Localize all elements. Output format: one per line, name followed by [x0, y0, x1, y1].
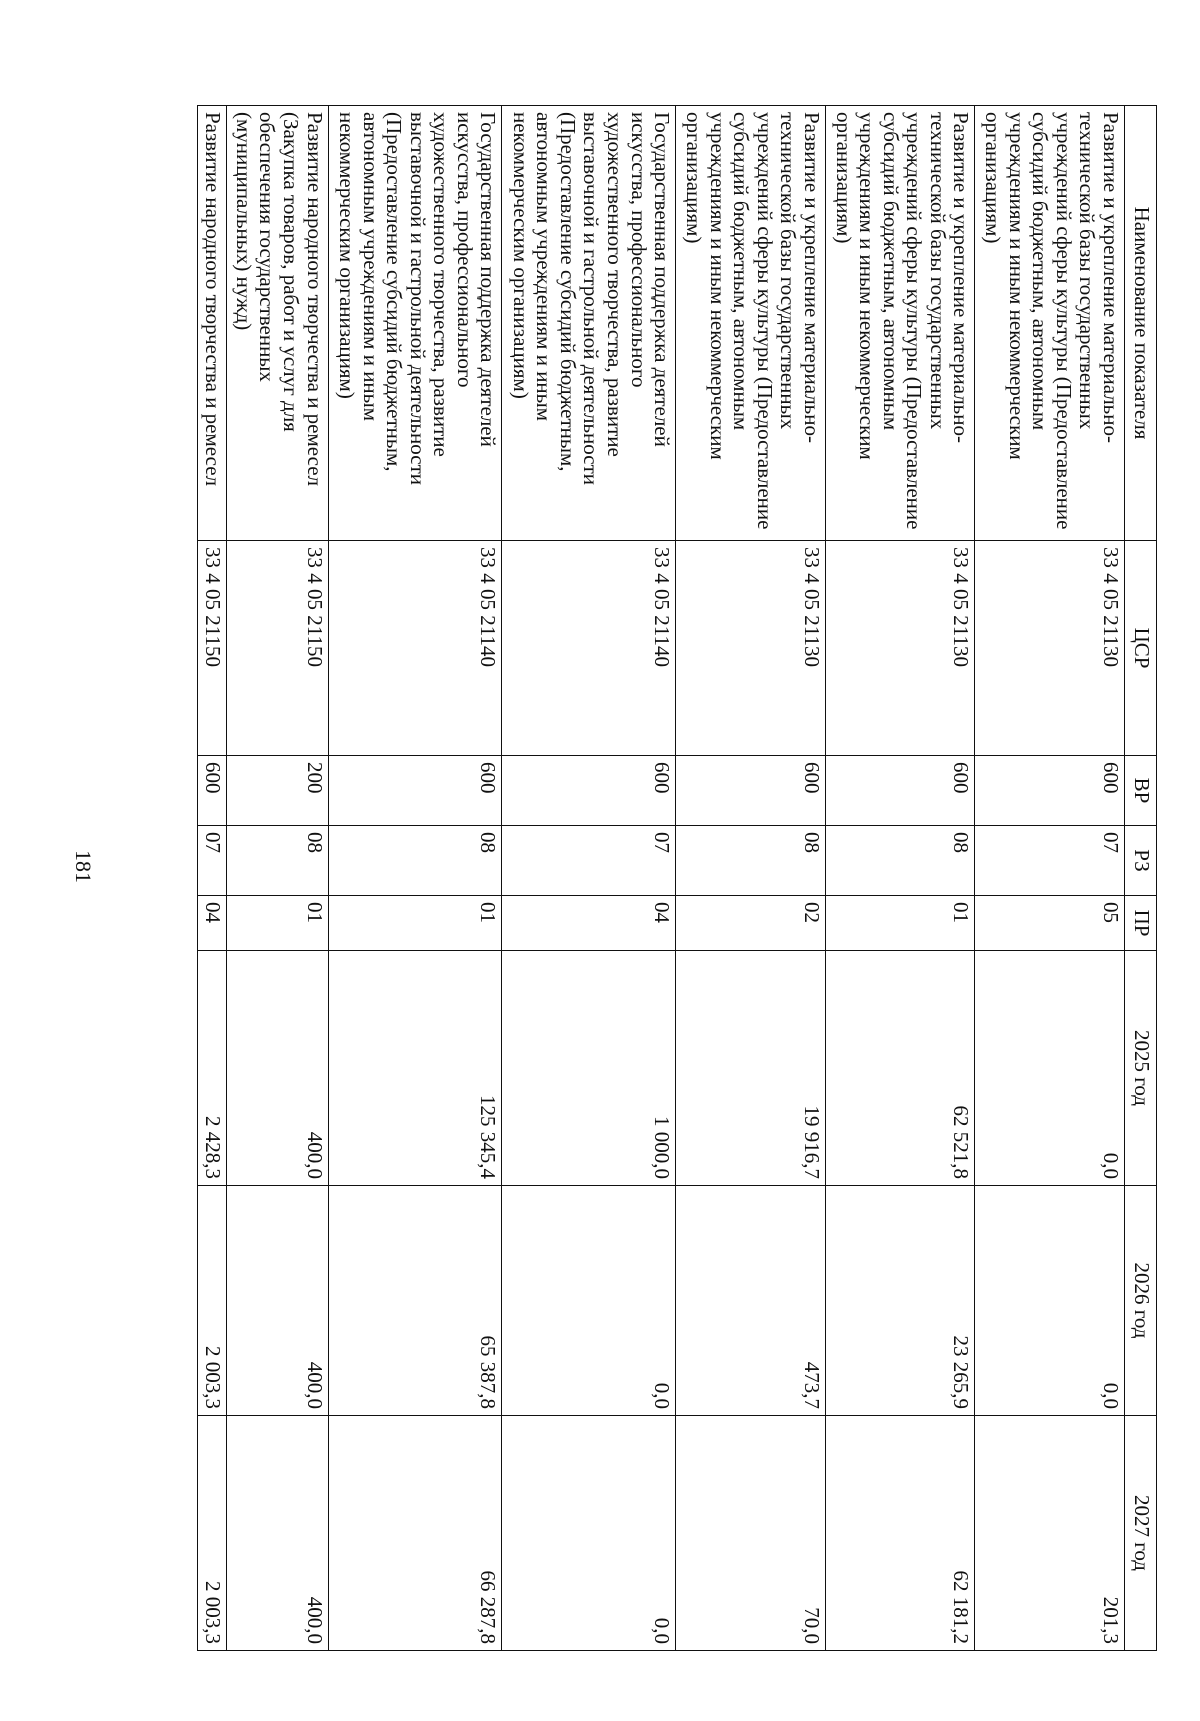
- cell-2025: 400,0: [227, 951, 329, 1186]
- cell-vr: 200: [227, 756, 329, 826]
- cell-rz: 08: [227, 826, 329, 896]
- cell-csr: 33 4 05 21130: [975, 541, 1125, 756]
- header-pr: ПР: [1125, 896, 1157, 951]
- table-row: [328, 106, 502, 1651]
- cell-2025: 0,0: [975, 951, 1125, 1186]
- cell-name: Развитие народного творчества и ремесел: [198, 106, 227, 541]
- table-row: [825, 106, 975, 1651]
- cell-vr: 600: [975, 756, 1125, 826]
- page-number: 181: [71, 850, 96, 883]
- cell-2026: 473,7: [676, 1186, 826, 1416]
- cell-2026: 23 265,9: [825, 1186, 975, 1416]
- cell-2025: 2 428,3: [198, 951, 227, 1186]
- cell-csr: 33 4 05 21150: [227, 541, 329, 756]
- table-header-row: [1125, 106, 1157, 1651]
- header-2025: 2025 год: [1125, 951, 1157, 1186]
- table-row: [502, 106, 676, 1651]
- cell-2027: 62 181,2: [825, 1416, 975, 1651]
- cell-2026: 2 003,3: [198, 1186, 227, 1416]
- cell-2026: 65 387,8: [328, 1186, 502, 1416]
- cell-pr: 01: [825, 896, 975, 951]
- cell-2027: 2 003,3: [198, 1416, 227, 1651]
- cell-name: Государственная поддержка деятелей искусства, профессионального художественного творчества, развитие выставочной и гастрольной деятельности (Предоставление субсидий бюджетным, автономным учреждениям и иным некоммерческим организациям): [328, 106, 502, 541]
- cell-pr: 01: [328, 896, 502, 951]
- table-row: [198, 106, 227, 1651]
- table-row: [676, 106, 826, 1651]
- cell-2025: 1 000,0: [502, 951, 676, 1186]
- header-vr: ВР: [1125, 756, 1157, 826]
- cell-rz: 08: [328, 826, 502, 896]
- cell-2026: 400,0: [227, 1186, 329, 1416]
- cell-pr: 04: [502, 896, 676, 951]
- cell-vr: 600: [502, 756, 676, 826]
- cell-2027: 400,0: [227, 1416, 329, 1651]
- table-row: [227, 106, 329, 1651]
- cell-csr: 33 4 05 21140: [328, 541, 502, 756]
- cell-pr: 05: [975, 896, 1125, 951]
- cell-name: Развитие и укрепление материально-технической базы государственных учреждений сферы культуры (Предоставление субсидий бюджетным, автономным учреждениям и иным некоммерческим организациям): [676, 106, 826, 541]
- cell-csr: 33 4 05 21140: [502, 541, 676, 756]
- header-rz: РЗ: [1125, 826, 1157, 896]
- rotated-page-content: [197, 105, 1157, 1650]
- cell-2025: 125 345,4: [328, 951, 502, 1186]
- cell-csr: 33 4 05 21130: [676, 541, 826, 756]
- cell-name: Развитие и укрепление материально-технической базы государственных учреждений сферы культуры (Предоставление субсидий бюджетным, автономным учреждениям и иным некоммерческим организациям): [825, 106, 975, 541]
- cell-2025: 62 521,8: [825, 951, 975, 1186]
- cell-2026: 0,0: [975, 1186, 1125, 1416]
- cell-pr: 02: [676, 896, 826, 951]
- cell-rz: 08: [676, 826, 826, 896]
- cell-2027: 70,0: [676, 1416, 826, 1651]
- header-name: Наименование показателя: [1125, 106, 1157, 541]
- cell-2025: 19 916,7: [676, 951, 826, 1186]
- table-row: [975, 106, 1125, 1651]
- cell-csr: 33 4 05 21130: [825, 541, 975, 756]
- cell-2026: 0,0: [502, 1186, 676, 1416]
- cell-rz: 08: [825, 826, 975, 896]
- cell-vr: 600: [825, 756, 975, 826]
- header-csr: ЦСР: [1125, 541, 1157, 756]
- cell-2027: 66 287,8: [328, 1416, 502, 1651]
- cell-name: Государственная поддержка деятелей искусства, профессионального художественного творчества, развитие выставочной и гастрольной деятельности (Предоставление субсидий бюджетным, автономным учреждениям и иным некоммерческим организациям): [502, 106, 676, 541]
- cell-name: Развитие народного творчества и ремесел (Закупка товаров, работ и услуг для обеспечения государственных (муниципальных) нужд): [227, 106, 329, 541]
- budget-table: [197, 105, 1157, 1651]
- cell-pr: 04: [198, 896, 227, 951]
- header-2027: 2027 год: [1125, 1416, 1157, 1651]
- cell-2027: 201,3: [975, 1416, 1125, 1651]
- cell-csr: 33 4 05 21150: [198, 541, 227, 756]
- cell-pr: 01: [227, 896, 329, 951]
- cell-rz: 07: [502, 826, 676, 896]
- cell-rz: 07: [975, 826, 1125, 896]
- cell-name: Развитие и укрепление материально-технической базы государственных учреждений сферы культуры (Предоставление субсидий бюджетным, автономным учреждениям и иным некоммерческим организациям): [975, 106, 1125, 541]
- cell-vr: 600: [328, 756, 502, 826]
- cell-vr: 600: [676, 756, 826, 826]
- cell-rz: 07: [198, 826, 227, 896]
- header-2026: 2026 год: [1125, 1186, 1157, 1416]
- cell-2027: 0,0: [502, 1416, 676, 1651]
- cell-vr: 600: [198, 756, 227, 826]
